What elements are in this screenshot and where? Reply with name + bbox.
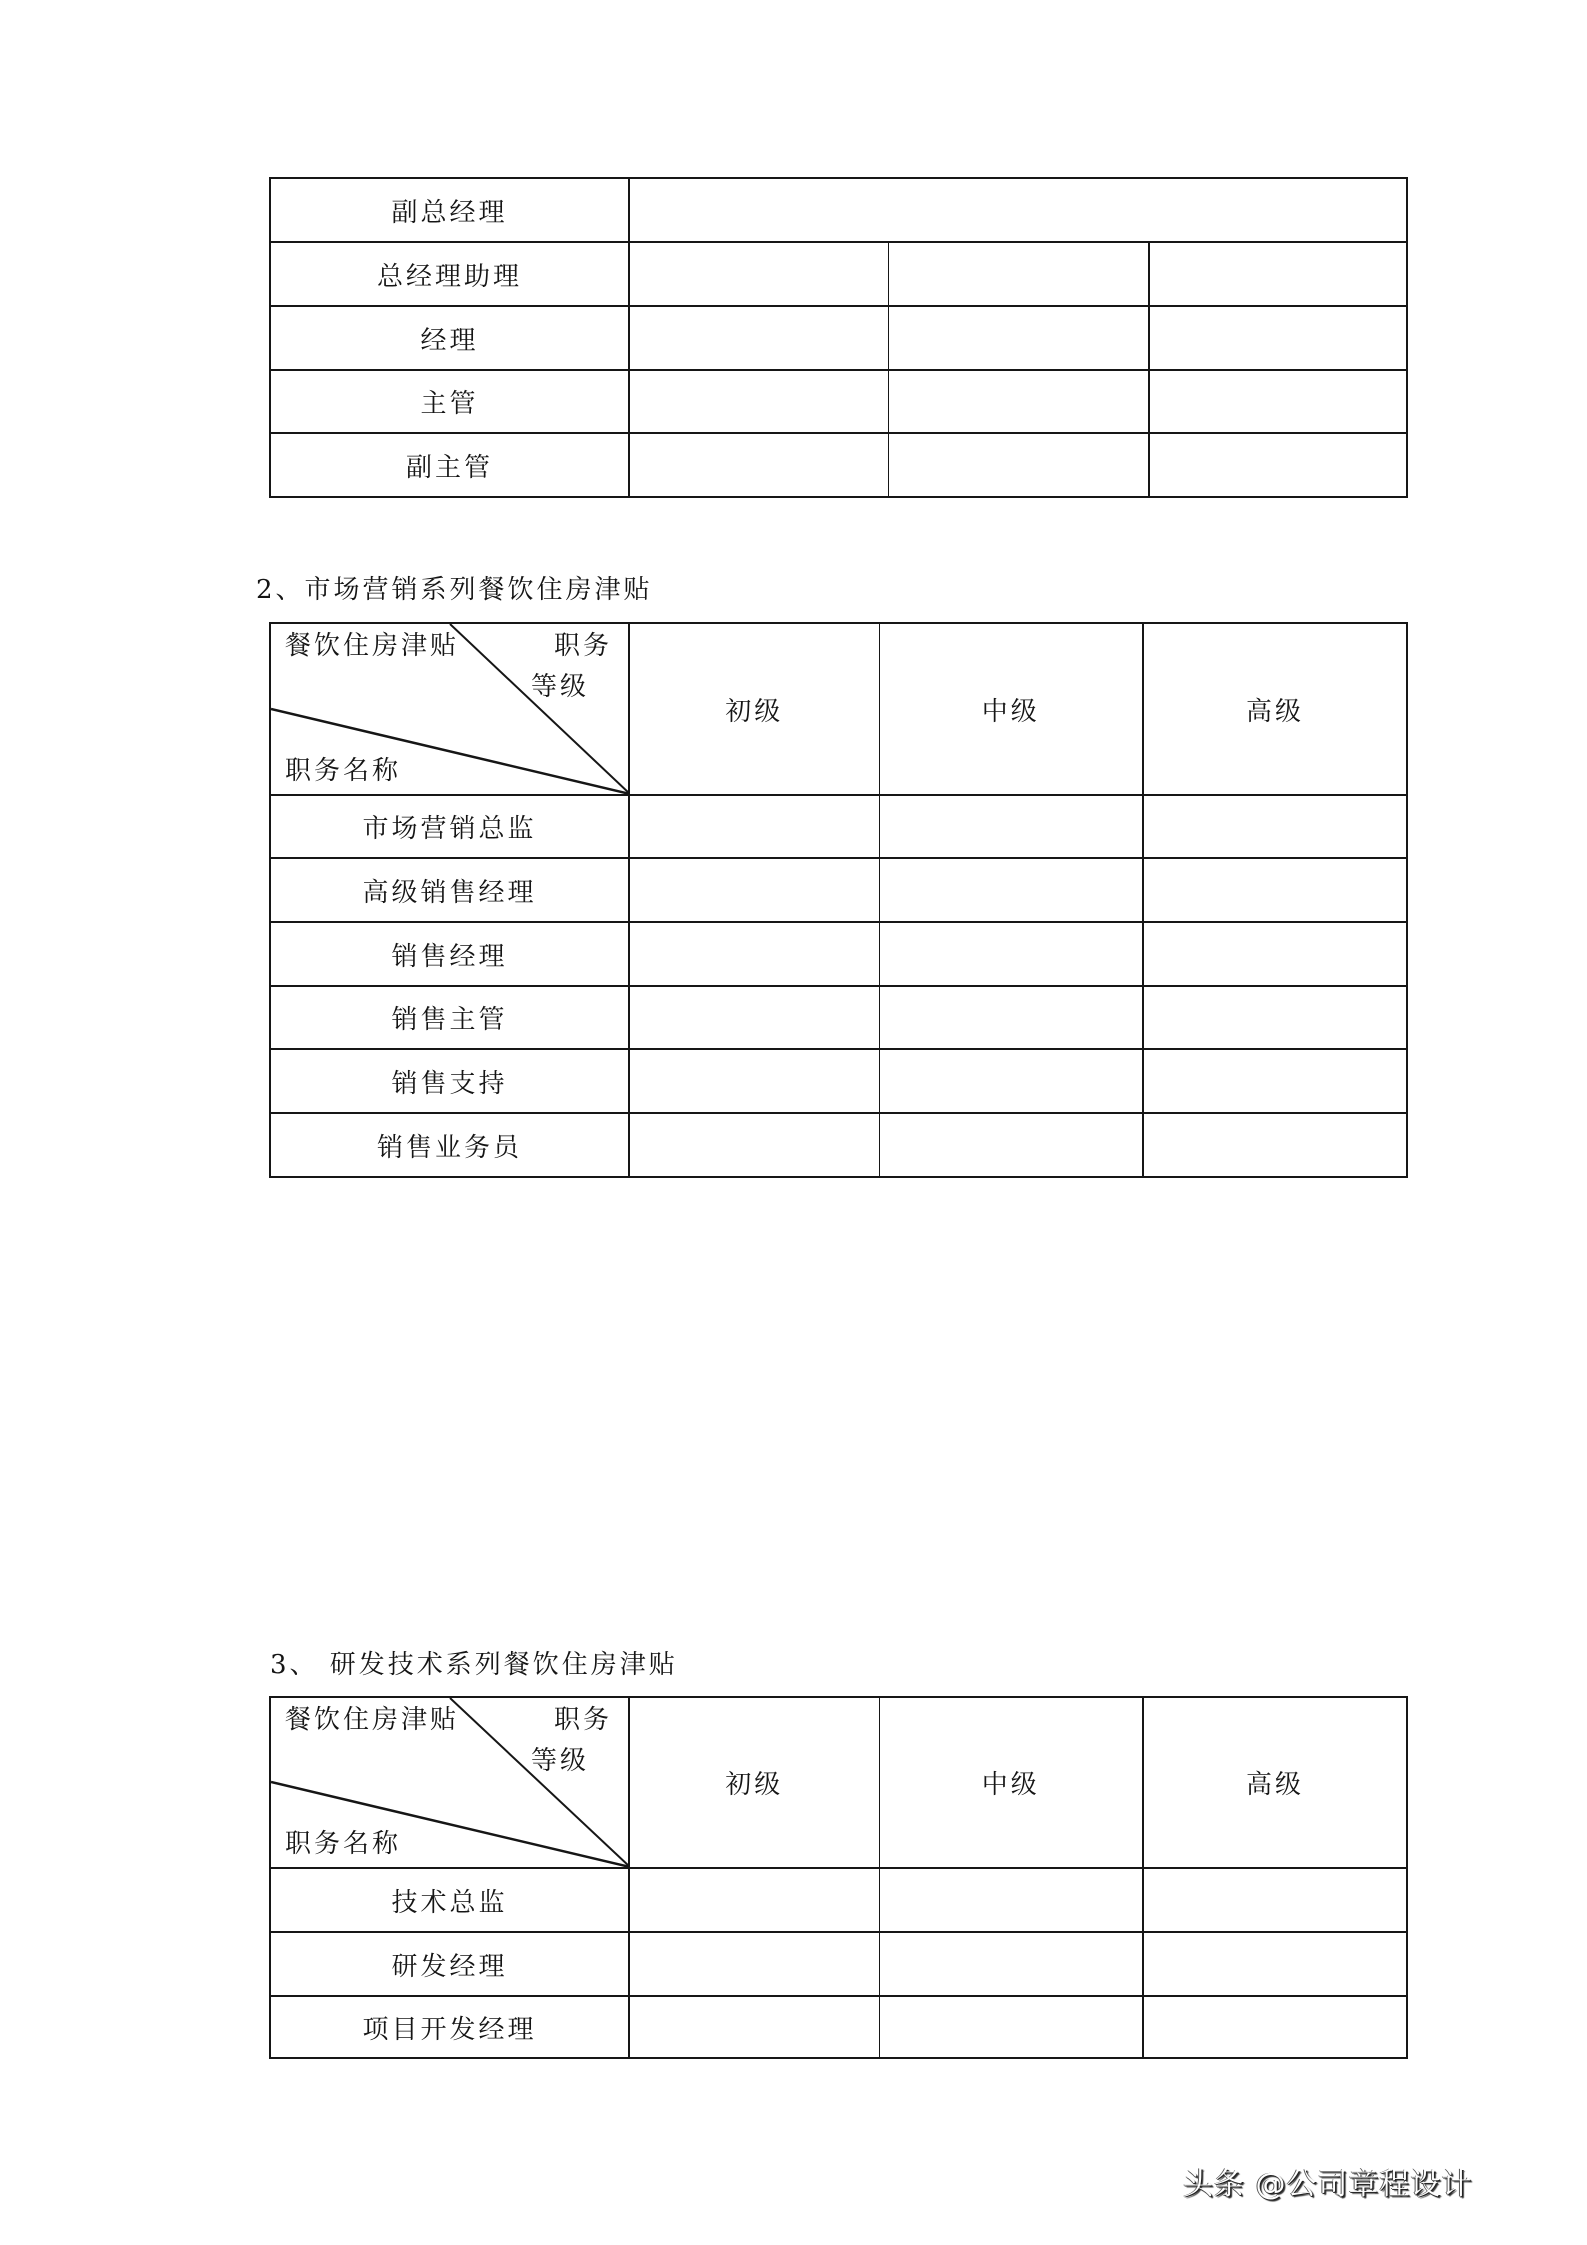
corner-label-allowance: 餐饮住房津贴 xyxy=(285,1705,460,1735)
value-cell-junior[interactable] xyxy=(629,1868,879,1932)
value-cell-junior[interactable] xyxy=(629,306,888,370)
position-name-cell: 经理 xyxy=(270,306,629,370)
value-cell-senior[interactable] xyxy=(1143,1868,1407,1932)
position-name-cell: 主管 xyxy=(270,370,629,433)
value-cell-middle[interactable] xyxy=(879,922,1143,986)
value-cell-senior[interactable] xyxy=(1143,858,1407,922)
value-cell-senior[interactable] xyxy=(1143,922,1407,986)
table-header-row xyxy=(270,1697,1407,1868)
position-name-cell: 项目开发经理 xyxy=(270,1996,629,2058)
corner-label-position: 职务 xyxy=(554,1705,613,1735)
table-row xyxy=(270,1049,1407,1113)
table-row xyxy=(270,922,1407,986)
value-cell-senior[interactable] xyxy=(1143,1932,1407,1996)
header-level-senior: 高级 xyxy=(1143,623,1407,795)
value-cell-senior[interactable] xyxy=(1143,1113,1407,1177)
value-cell-junior[interactable] xyxy=(629,242,888,306)
value-cell-junior[interactable] xyxy=(629,370,888,433)
allowance-table-continued xyxy=(269,177,1408,498)
corner-label-position-name: 职务名称 xyxy=(285,1829,402,1859)
merged-value-cell[interactable] xyxy=(629,178,1407,242)
value-cell-junior[interactable] xyxy=(629,922,879,986)
value-cell-junior[interactable] xyxy=(629,1113,879,1177)
value-cell-junior[interactable] xyxy=(629,795,879,858)
position-name-cell: 销售经理 xyxy=(270,922,629,986)
position-name-cell: 总经理助理 xyxy=(270,242,629,306)
position-name-cell: 副总经理 xyxy=(270,178,629,242)
position-name-cell: 销售业务员 xyxy=(270,1113,629,1177)
value-cell-senior[interactable] xyxy=(1143,1996,1407,2058)
header-level-middle: 中级 xyxy=(879,1697,1143,1868)
position-name-cell: 高级销售经理 xyxy=(270,858,629,922)
table-row xyxy=(270,1113,1407,1177)
corner-label-grade: 等级 xyxy=(531,1746,590,1776)
value-cell-senior[interactable] xyxy=(1149,306,1407,370)
position-name-cell: 研发经理 xyxy=(270,1932,629,1996)
position-name-cell: 副主管 xyxy=(270,433,629,497)
value-cell-junior[interactable] xyxy=(629,986,879,1049)
table-row xyxy=(270,178,1407,242)
header-level-senior: 高级 xyxy=(1143,1697,1407,1868)
table-row xyxy=(270,306,1407,370)
watermark: 头条 @公司章程设计 xyxy=(1183,2167,1473,2202)
value-cell-junior[interactable] xyxy=(629,433,888,497)
value-cell-middle[interactable] xyxy=(879,1049,1143,1113)
value-cell-middle[interactable] xyxy=(879,1996,1143,2058)
value-cell-middle[interactable] xyxy=(888,370,1149,433)
table-row xyxy=(270,370,1407,433)
section-title-marketing: 2、市场营销系列餐饮住房津贴 xyxy=(256,575,653,605)
corner-label-position: 职务 xyxy=(554,631,613,661)
table-row xyxy=(270,986,1407,1049)
header-level-middle: 中级 xyxy=(879,623,1143,795)
value-cell-senior[interactable] xyxy=(1143,795,1407,858)
diagonal-header-cell xyxy=(270,1697,629,1868)
position-name-cell: 销售支持 xyxy=(270,1049,629,1113)
table-row xyxy=(270,1868,1407,1932)
corner-label-grade: 等级 xyxy=(531,672,590,702)
value-cell-middle[interactable] xyxy=(879,986,1143,1049)
position-name-cell: 技术总监 xyxy=(270,1868,629,1932)
position-name-cell: 市场营销总监 xyxy=(270,795,629,858)
value-cell-middle[interactable] xyxy=(879,795,1143,858)
value-cell-junior[interactable] xyxy=(629,1996,879,2058)
value-cell-middle[interactable] xyxy=(879,858,1143,922)
marketing-allowance-table xyxy=(269,622,1408,1178)
position-name-cell: 销售主管 xyxy=(270,986,629,1049)
corner-label-position-name: 职务名称 xyxy=(285,756,402,786)
value-cell-middle[interactable] xyxy=(879,1868,1143,1932)
value-cell-middle[interactable] xyxy=(888,306,1149,370)
value-cell-middle[interactable] xyxy=(879,1113,1143,1177)
value-cell-senior[interactable] xyxy=(1149,370,1407,433)
table-row xyxy=(270,1996,1407,2058)
value-cell-senior[interactable] xyxy=(1149,242,1407,306)
value-cell-senior[interactable] xyxy=(1149,433,1407,497)
header-level-junior: 初级 xyxy=(629,1697,879,1868)
table-row xyxy=(270,795,1407,858)
section-title-rnd: 3、 研发技术系列餐饮住房津贴 xyxy=(270,1650,678,1680)
table-row xyxy=(270,433,1407,497)
table-row xyxy=(270,242,1407,306)
corner-label-allowance: 餐饮住房津贴 xyxy=(285,631,460,661)
value-cell-middle[interactable] xyxy=(888,433,1149,497)
value-cell-junior[interactable] xyxy=(629,858,879,922)
value-cell-middle[interactable] xyxy=(879,1932,1143,1996)
value-cell-senior[interactable] xyxy=(1143,1049,1407,1113)
rnd-allowance-table xyxy=(269,1696,1408,2059)
table-header-row xyxy=(270,623,1407,795)
value-cell-senior[interactable] xyxy=(1143,986,1407,1049)
diagonal-header-cell xyxy=(270,623,629,795)
value-cell-junior[interactable] xyxy=(629,1049,879,1113)
value-cell-middle[interactable] xyxy=(888,242,1149,306)
table-row xyxy=(270,858,1407,922)
header-level-junior: 初级 xyxy=(629,623,879,795)
value-cell-junior[interactable] xyxy=(629,1932,879,1996)
table-row xyxy=(270,1932,1407,1996)
